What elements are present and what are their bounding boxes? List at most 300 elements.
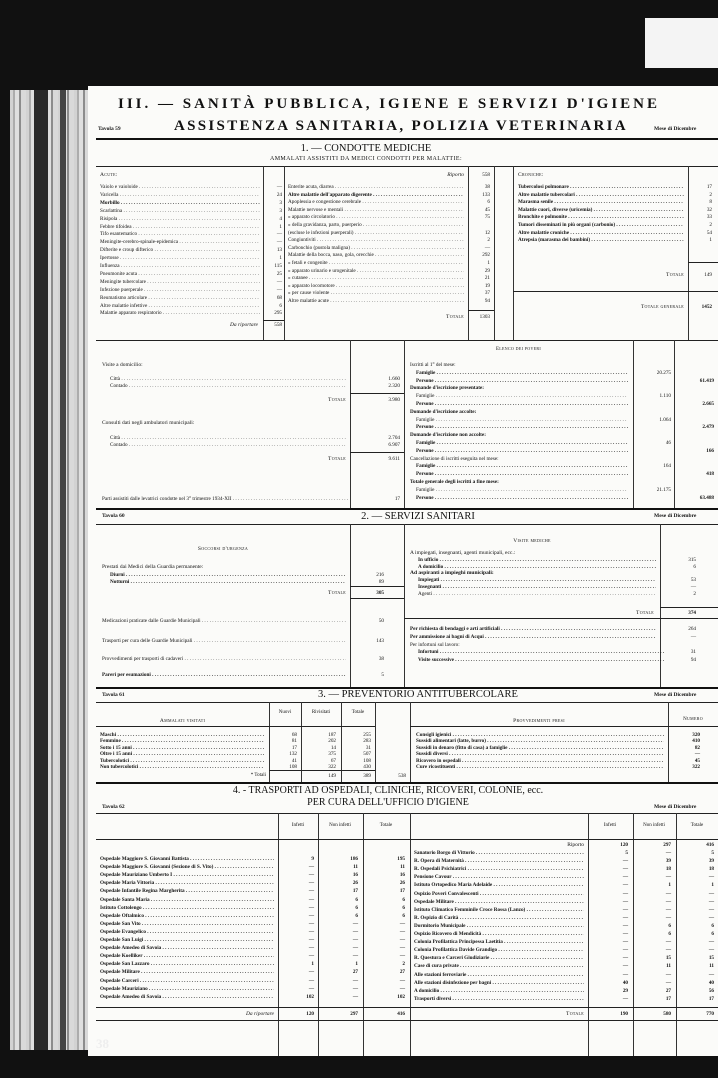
disease-label: » apparato urinario e urogenitale . . . <box>288 268 464 274</box>
consulti-total-label: Totale <box>328 456 346 462</box>
non-infetti: — <box>352 993 358 1000</box>
infetti: — <box>308 920 314 927</box>
disease-count: 1 <box>487 260 490 266</box>
chronic-label: Tubercolosi polmonare . . . <box>518 184 684 190</box>
richiesta-label: Per richiesta di bendaggi e arti artificiali . . . <box>410 626 656 632</box>
non-infetti: 6 <box>355 896 358 903</box>
s3-col-header: Nuovi <box>278 710 292 715</box>
visite-imp-title: A impiegati, insegnanti, agenti municipali, ecc.: <box>410 550 516 556</box>
non-infetti: — <box>665 874 671 881</box>
poveri-label: Persone . . . <box>416 471 628 477</box>
non-infetti: 15 <box>665 955 671 962</box>
s4-col-header: Non infetti <box>329 823 351 828</box>
aspiranti-label: Insegnanti . . . <box>418 584 656 590</box>
chronic-label: Malattie cuori, diverse (uricemia) . . . <box>518 207 684 213</box>
totale: — <box>399 953 405 960</box>
s3-nuovi: 41 <box>291 757 297 764</box>
disease-count: 1 <box>279 223 282 230</box>
non-infetti: — <box>352 977 358 984</box>
visite-label: Contado . . . <box>110 383 346 389</box>
transport-destination: R. Ospizio di Carità . . . <box>414 915 584 921</box>
visite-title: Visite a domicilio: <box>102 362 143 368</box>
transport-destination: Ospedale Infantile Regina Margherita . . . <box>100 888 274 894</box>
month-label: Mese di Dicembre <box>654 692 697 698</box>
service-label: Trasporti per cura delle Guardie Municipali . . . <box>102 638 346 644</box>
guardia-value: 89 <box>378 579 384 585</box>
service-value: 38 <box>378 656 384 662</box>
poveri-label: Persone . . . <box>416 448 628 454</box>
disease-count: 75 <box>484 214 490 221</box>
s3-totale: 255 <box>363 732 371 738</box>
totale: — <box>399 985 405 992</box>
totale: 11 <box>709 963 714 970</box>
s3-nuovi: 17 <box>291 744 297 751</box>
infetti: — <box>308 888 314 895</box>
s3-row-label: Sotto i 15 anni . . . <box>100 745 264 751</box>
infetti: — <box>622 971 628 978</box>
transport-destination: Colonia Profilattica Principessa Laetitia . . . <box>414 939 584 945</box>
disease-label: Scarlattina . . . <box>100 208 260 214</box>
non-infetti: 6 <box>668 922 671 929</box>
disease-count: — <box>276 286 282 293</box>
disease-label: Morbillo . . . <box>100 200 260 206</box>
richiesta-label: Infortuni . . . <box>418 649 664 655</box>
chronic-count: 17 <box>706 184 712 190</box>
visite-mediche-title: Visite mediche <box>513 538 551 544</box>
s3-rivisitati: 375 <box>328 751 336 758</box>
aspiranti-title: Ad aspiranti a impieghi municipali: <box>410 570 494 576</box>
totale: — <box>399 920 405 927</box>
transport-destination: Ospedale San Vito . . . <box>100 921 274 927</box>
croniche-total-label: Totale <box>666 272 684 278</box>
non-infetti: — <box>352 928 358 935</box>
transport-destination: Istituto Ortopedico Maria Adelaide . . . <box>414 882 584 888</box>
transport-destination: Ospedale Amedeo di Savoia . . . <box>100 994 274 1000</box>
disease-count: — <box>276 239 282 246</box>
s3-totale: 507 <box>363 751 371 758</box>
ammalati-header: Ammalati visitati <box>159 718 206 724</box>
poveri-label: Persone . . . <box>416 424 628 430</box>
disease-count: 1 <box>279 255 282 262</box>
infetti: — <box>622 995 628 1002</box>
transport-destination: R. Ospedali Psichiatrici . . . <box>414 866 584 872</box>
transport-destination: Ospedale Amedeo di Savoia . . . <box>100 945 274 951</box>
richiesta-value: 31 <box>690 649 696 655</box>
visite-imp-label: A domicilio . . . <box>418 564 656 570</box>
poveri-label: Totale generale degli iscritti a fine mese: <box>410 479 499 485</box>
riporto-non-infetti: 297 <box>663 842 671 848</box>
totale: — <box>708 874 714 881</box>
visite-imp-value: 6 <box>693 564 696 570</box>
transport-destination: Ospedale Oftalmico . . . <box>100 913 274 919</box>
croniche-header: Croniche: <box>518 172 544 178</box>
document-page <box>88 86 718 1056</box>
s3-row-label: Oltre i 15 anni . . . <box>100 751 264 757</box>
aspiranti-value: 2 <box>693 591 696 597</box>
guardia-label: Diurni . . . <box>110 572 346 578</box>
provvedimento-label: Sussidi alimentari (latte, burro) . . . <box>416 738 664 744</box>
chronic-label: Bronchite e polmonite . . . <box>518 214 684 220</box>
grand-total-value: 1452 <box>701 304 712 310</box>
poveri-label: Iscritti al 1° del mese: <box>410 362 456 368</box>
disease-count: 6 <box>487 199 490 206</box>
transport-destination: Ospedale Santa Maria . . . <box>100 897 274 903</box>
disease-label: Febbre tifoidea . . . <box>100 224 260 230</box>
poveri-famiglie: 1.064 <box>659 416 671 423</box>
poveri-persone: 418 <box>706 471 714 478</box>
page-number: 38 <box>96 1036 109 1051</box>
non-infetti: 39 <box>665 858 671 865</box>
section-title: 2. — SERVIZI SANITARI <box>361 511 475 522</box>
s3-nuovi: 132 <box>289 751 297 758</box>
disease-label: Altre malattie infettive . . . <box>100 303 260 309</box>
s4-col-header: Infetti <box>291 823 305 828</box>
disease-label: Meningite tubercolare . . . <box>100 279 260 285</box>
poveri-label: Domande d'iscrizione presentate: <box>410 385 484 392</box>
disease-count: 25 <box>276 270 282 277</box>
transport-destination: Alle stazioni disinfezione per bagni . . . <box>414 980 584 986</box>
infetti: — <box>308 928 314 935</box>
s3-totale: 108 <box>363 757 371 764</box>
visite-imp-value: 315 <box>688 557 696 563</box>
disease-count: 12 <box>484 229 490 236</box>
s3-rivisitati: 14 <box>330 744 336 751</box>
poveri-famiglie: 21.175 <box>656 486 671 493</box>
non-infetti: 16 <box>352 872 358 879</box>
infetti: 102 <box>306 993 314 1000</box>
riporto-infetti: 120 <box>620 842 628 848</box>
totale: 18 <box>708 866 714 873</box>
totale: — <box>708 898 714 905</box>
infetti: — <box>622 874 628 881</box>
section-title: 4. - TRASPORTI AD OSPEDALI, CLINICHE, RICOVERI, COLONIE, ecc. <box>232 785 544 796</box>
consulti-label: Contado . . . <box>110 442 346 448</box>
visite-total-value: 3.980 <box>388 397 400 403</box>
tavola-label: Tavola 60 <box>102 513 125 519</box>
infetti: — <box>622 906 628 913</box>
non-infetti: 27 <box>352 969 358 976</box>
non-infetti: — <box>352 953 358 960</box>
transport-destination: Alle stazioni ferroviarie . . . <box>414 972 584 978</box>
non-infetti: — <box>352 985 358 992</box>
infetti: 5 <box>625 850 628 856</box>
disease-label: Difterite e croup difterico . . . <box>100 247 260 253</box>
page-heading: III. — SANITÀ PUBBLICA, IGIENE E SERVIZI D'IGIENE <box>118 96 660 112</box>
poveri-label: Cancellazione di iscritti eseguita nel mese: <box>410 455 499 462</box>
disease-count: — <box>276 231 282 238</box>
poveri-famiglie: 164 <box>663 463 671 470</box>
disease-count: 2 <box>487 237 490 244</box>
service-value: 5 <box>381 672 384 678</box>
infetti: — <box>308 945 314 952</box>
s4-col-header: Infetti <box>603 823 617 828</box>
totale: 6 <box>402 912 405 919</box>
s3-rivisitati: 322 <box>328 764 336 770</box>
disease-label: » fetali e congenite . . . <box>288 260 464 266</box>
non-infetti: 17 <box>352 888 358 895</box>
aspiranti-label: Impiegati . . . <box>418 577 656 583</box>
totale: — <box>399 937 405 943</box>
infetti: — <box>308 904 314 911</box>
transport-destination: Istituto Cottolengo . . . <box>100 905 274 911</box>
provvedimenti-header: Provvedimenti presi <box>513 718 565 724</box>
s4-col-header: Totale <box>379 823 393 828</box>
non-infetti: — <box>352 937 358 943</box>
guardia-value: 216 <box>376 572 384 578</box>
infetti: — <box>622 931 628 937</box>
chronic-label: Altre malattie tubercolari . . . <box>518 192 684 198</box>
non-infetti: 27 <box>665 987 671 994</box>
section-title: 3. — PREVENTORIO ANTITUBERCOLARE <box>318 689 518 700</box>
acute-total-value: 1303 <box>479 314 490 320</box>
infetti: — <box>622 939 628 946</box>
s3-nuovi: 68 <box>291 732 297 738</box>
poveri-persone: 2.665 <box>702 401 714 407</box>
poveri-label: Famiglie . . . <box>416 370 628 376</box>
transport-destination: Ospedale San Luigi . . . <box>100 937 274 943</box>
non-infetti: — <box>352 920 358 927</box>
infetti: 1 <box>311 961 314 968</box>
disease-label: Malattie nervose e mentali . . . <box>288 207 464 213</box>
non-infetti: 1 <box>668 882 671 889</box>
consulti-label: Città . . . <box>110 435 346 441</box>
non-infetti: — <box>665 979 671 986</box>
disease-count: 45 <box>484 206 490 213</box>
disease-count: 3 <box>279 207 282 214</box>
visite-total-label: Totale <box>328 397 346 403</box>
totale: 40 <box>708 979 714 986</box>
visite-imp-label: In ufficio . . . <box>418 557 656 563</box>
infetti: — <box>622 858 628 865</box>
acute-total-label: Totale <box>446 314 464 320</box>
guardia-title: Prestati dai Medici della Guardia permanente: <box>102 564 204 570</box>
transport-destination: Ospedale Mauriziano . . . <box>100 986 274 992</box>
poveri-label: Domande d'iscrizione accolte: <box>410 408 477 415</box>
s3-nuovi: 108 <box>289 764 297 770</box>
consulti-title: Consulti dati negli ambulatori municipali: <box>102 420 195 426</box>
aspiranti-value: — <box>690 584 696 590</box>
totale: 195 <box>397 856 405 862</box>
s3-row-label: Tubercolotici . . . <box>100 758 264 764</box>
infetti: 29 <box>622 987 628 994</box>
parti-value: 17 <box>394 496 400 502</box>
richiesta-label: Per infortuni sul lavoro: <box>410 642 460 648</box>
totale: 5 <box>711 850 714 856</box>
transport-destination: Pensione Cavour . . . <box>414 874 584 880</box>
transport-destination: A domicilio . . . <box>414 988 584 994</box>
poveri-famiglie: 20.275 <box>656 369 671 376</box>
infetti: — <box>622 882 628 889</box>
infetti: — <box>308 872 314 879</box>
aspiranti-label: Agenti . . . <box>418 591 656 597</box>
transport-destination: Ospizio Ricovero di Mendicità . . . <box>414 931 584 937</box>
totale: 17 <box>399 888 405 895</box>
visite-total-value: 374 <box>688 610 696 616</box>
tavola-label: Tavola 61 <box>102 692 125 698</box>
richiesta-value: 264 <box>688 626 696 632</box>
service-value: 50 <box>378 618 384 624</box>
totale: — <box>708 914 714 921</box>
infetti: — <box>622 922 628 929</box>
richiesta-label: Per ammissione ai bagni di Acqui . . . <box>410 634 656 640</box>
tavola-label: Tavola 59 <box>98 126 121 132</box>
poveri-persone: 166 <box>706 447 714 454</box>
s3-col-header: Totale <box>351 710 365 715</box>
infetti: — <box>308 953 314 960</box>
month-label: Mese di Dicembre <box>654 126 697 132</box>
poveri-label: Famiglie . . . <box>416 393 628 399</box>
disease-label: Risipola . . . <box>100 216 260 222</box>
infetti: — <box>622 866 628 873</box>
infetti: — <box>622 898 628 905</box>
infetti: 9 <box>311 856 314 862</box>
non-infetti: 26 <box>352 880 358 887</box>
disease-count: 19 <box>484 282 490 289</box>
disease-label: » per cause violente . . . <box>288 290 464 296</box>
grand-total-label: Totale generale <box>640 304 684 310</box>
disease-count: 94 <box>484 298 490 304</box>
disease-count: 13 <box>276 247 282 254</box>
s3-total-rivisitati: 389 <box>363 773 371 779</box>
s3-total-nuovi: 149 <box>328 773 336 779</box>
s3-rivisitati: 187 <box>328 732 336 738</box>
infetti: — <box>308 912 314 919</box>
page-subheading: ASSISTENZA SANITARIA, POLIZIA VETERINARIA <box>174 118 628 134</box>
disease-label: Ipertosse . . . <box>100 255 260 261</box>
service-label: Provvedimenti per trasporti di cadaveri . . . <box>102 656 346 662</box>
disease-label: Carbonchio (pustola maligna) . . . <box>288 245 464 251</box>
book-binding-shadow <box>34 90 48 1050</box>
transport-destination: Istituto Climatico Femminile Croce Rossa (Lanzo) . . . <box>414 907 584 913</box>
non-infetti: 6 <box>355 912 358 919</box>
s3-totale: 283 <box>363 738 371 745</box>
transport-destination: Ospedale Evangelico . . . <box>100 929 274 935</box>
non-infetti: — <box>665 906 671 913</box>
riporto-label: Riporto <box>447 172 464 178</box>
service-label: Medicazioni praticate dalle Guardie Municipali . . . <box>102 618 346 624</box>
disease-count: 6 <box>279 302 282 309</box>
disease-label: (escluse le infezioni puerperali) . . . <box>288 230 464 236</box>
totale: — <box>399 977 405 984</box>
consulti-value: 2.704 <box>388 435 400 441</box>
disease-label: Malattie della bocca, naso, gola, orecchie . . . <box>288 252 464 258</box>
visite-total-label: Totale <box>636 610 654 616</box>
infetti: — <box>308 864 314 871</box>
chronic-count: 32 <box>706 206 712 213</box>
chronic-count: 8 <box>709 199 712 206</box>
totale: 11 <box>400 864 405 871</box>
chronic-label: Marasma senile . . . <box>518 199 684 205</box>
disease-count: — <box>276 278 282 285</box>
poveri-label: Persone . . . <box>416 495 628 501</box>
totale: — <box>708 890 714 897</box>
s3-totale: 430 <box>363 764 371 770</box>
transport-destination: R. Questura e Carceri Giudiziarie . . . <box>414 955 584 961</box>
riporto-totale: 416 <box>706 842 714 848</box>
disease-label: » apparato circolatorio . . . <box>288 214 464 220</box>
s3-nuovi: 81 <box>291 738 297 745</box>
disease-label: Vaiolo e vaioloide . . . <box>100 184 260 190</box>
tavola-label: Tavola 62 <box>102 804 125 810</box>
totale: 26 <box>399 880 405 887</box>
disease-label: » della gravidanza, parto, puerperio . . . <box>288 222 464 228</box>
transport-destination: Ospedale Militare . . . <box>414 899 584 905</box>
provvedimento-value: 45 <box>694 757 700 764</box>
s3-col-header: Rivisitati <box>311 710 331 715</box>
disease-label: Infezione puerperale . . . <box>100 287 260 293</box>
consulti-total-value: 9.611 <box>388 456 400 462</box>
disease-label: Apoplessia e congestione cerebrale . . . <box>288 199 464 205</box>
chronic-count: 33 <box>706 214 712 221</box>
disease-label: Altre malattie acute . . . <box>288 298 464 304</box>
aspiranti-value: 53 <box>690 577 696 583</box>
infetti: — <box>622 963 628 970</box>
totale: — <box>708 906 714 913</box>
transport-destination: Ospedale Maggiore S. Giovanni (Sezione di S. Vito) . . . <box>100 864 274 870</box>
non-infetti: — <box>352 945 358 952</box>
infetti: — <box>622 955 628 962</box>
poveri-persone: 63.488 <box>699 494 714 501</box>
transport-destination: Case di cura private . . . <box>414 963 584 969</box>
totale: 39 <box>708 858 714 865</box>
transport-destination: Ospedale Maggiore S. Giovanni Battista . . . <box>100 856 274 862</box>
disease-count: 24 <box>276 191 282 198</box>
totale: 6 <box>402 896 405 903</box>
transport-destination: Ospedale Mauriziano Umberto I . . . <box>100 872 274 878</box>
totale: — <box>399 928 405 935</box>
transport-destination: Ospedale Carceri . . . <box>100 978 274 984</box>
s4-left-total-n: 297 <box>350 1011 358 1017</box>
non-infetti: 18 <box>665 866 671 873</box>
disease-count: 21 <box>484 275 490 282</box>
month-label: Mese di Dicembre <box>654 804 697 810</box>
richiesta-label: Visite successive . . . <box>418 657 664 663</box>
infetti: 40 <box>622 979 628 986</box>
totale: 16 <box>399 872 405 879</box>
transport-destination: Colonia Profilattica Davide Grandigo . . . <box>414 947 584 953</box>
disease-count: 68 <box>276 294 282 301</box>
disease-label: Reumatismo articolare . . . <box>100 295 260 301</box>
acute-header: Acute: <box>100 172 118 178</box>
soccorsi-title: Soccorsi d'urgenza <box>197 546 249 552</box>
disease-count: 37 <box>484 290 490 297</box>
poveri-label: Famiglie . . . <box>416 417 628 423</box>
infetti: — <box>308 896 314 903</box>
poveri-label: Famiglie . . . <box>416 440 628 446</box>
s4-right-total-label: Totale <box>566 1011 584 1017</box>
infetti: — <box>308 880 314 887</box>
non-infetti: — <box>665 971 671 978</box>
poveri-persone: 61.419 <box>699 377 714 384</box>
provvedimento-label: Cure ricostituenti . . . <box>416 764 664 770</box>
non-infetti: 6 <box>668 931 671 937</box>
s4-left-total-label: Da riportare <box>245 1011 274 1017</box>
provvedimento-value: — <box>694 751 700 758</box>
transport-destination: Ospedale Maria Vittoria . . . <box>100 880 274 886</box>
s3-rivisitati: 202 <box>328 738 336 745</box>
poveri-label: Persone . . . <box>416 401 628 407</box>
provvedimento-label: Ricovero in ospedali . . . <box>416 758 664 764</box>
parti-label: Parti assistiti dalle levatrici condotte nel 3° trimestre 1934-XII . . . <box>102 496 348 502</box>
transport-destination: Trasporti diversi . . . <box>414 996 584 1002</box>
visite-label: Città . . . <box>110 376 346 382</box>
disease-count: 38 <box>484 184 490 190</box>
non-infetti: 11 <box>666 963 671 970</box>
s3-total-totale: 538 <box>398 773 406 779</box>
disease-label: Meningite-cerebro-spinale-epidemica . . . <box>100 239 260 245</box>
non-infetti: — <box>665 890 671 897</box>
chronic-count: 2 <box>709 222 712 228</box>
